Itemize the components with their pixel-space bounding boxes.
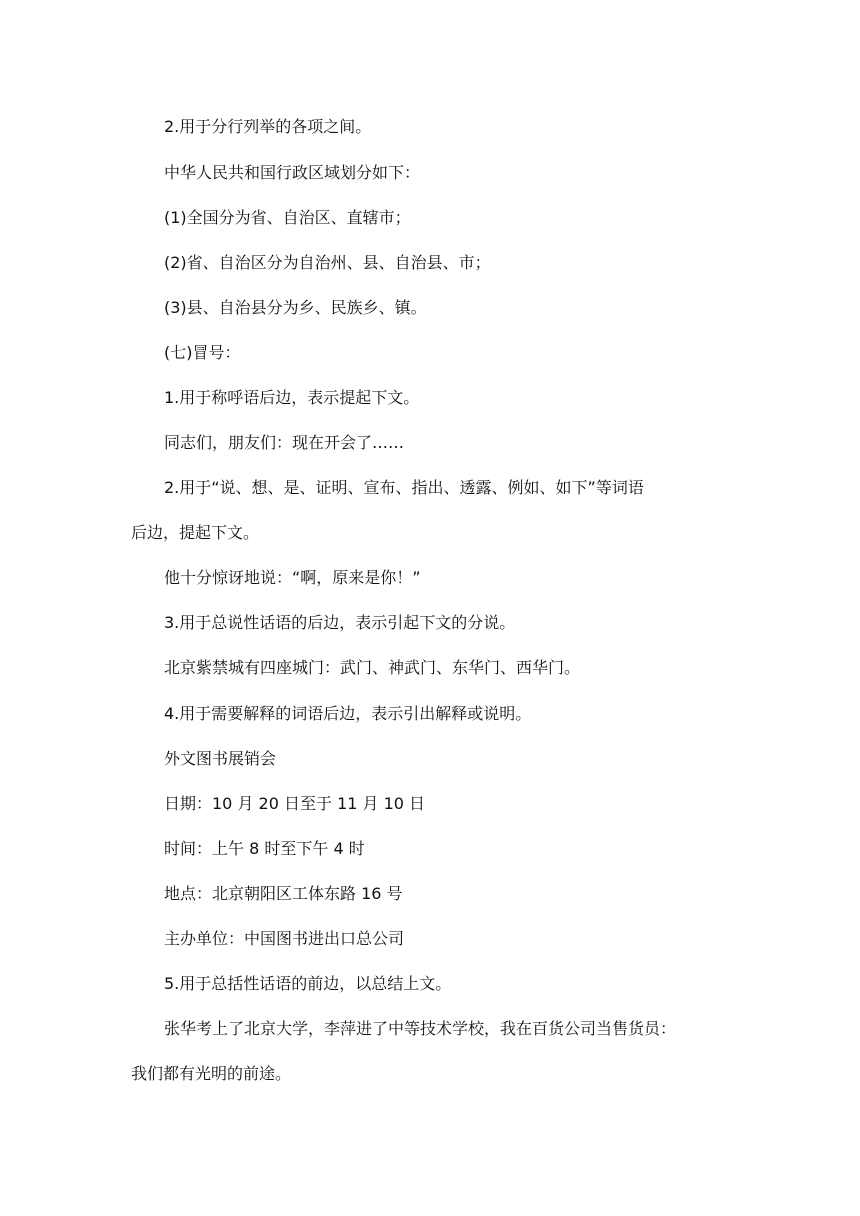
paragraph: 主办单位：中国图书进出口总公司 — [164, 929, 405, 948]
paragraph: 同志们，朋友们：现在开会了…… — [164, 433, 405, 452]
paragraph: 中华人民共和国行政区域划分如下： — [164, 163, 421, 182]
paragraph: (1)全国分为省、自治区、直辖市； — [164, 208, 411, 227]
paragraph-continuation: 我们都有光明的前途。 — [131, 1064, 292, 1083]
paragraph: 1.用于称呼语后边，表示提起下文。 — [164, 388, 420, 407]
paragraph: 张华考上了北京大学，李萍进了中等技术学校，我在百货公司当售货员： — [164, 1019, 677, 1038]
paragraph: (2)省、自治区分为自治州、县、自治县、市； — [164, 253, 491, 272]
paragraph: 外文图书展销会 — [164, 749, 277, 768]
paragraph: 5.用于总括性话语的前边，以总结上文。 — [164, 974, 452, 993]
paragraph: 4.用于需要解释的词语后边，表示引出解释或说明。 — [164, 704, 532, 723]
paragraph: (3)县、自治县分为乡、民族乡、镇。 — [164, 298, 427, 317]
section-heading: (七)冒号： — [164, 343, 241, 362]
paragraph: 地点：北京朝阳区工体东路 16 号 — [164, 884, 403, 903]
paragraph: 日期：10 月 20 日至于 11 月 10 日 — [164, 794, 426, 813]
paragraph: 2.用于分行列举的各项之间。 — [164, 117, 372, 136]
paragraph: 3.用于总说性话语的后边，表示引起下文的分说。 — [164, 613, 516, 632]
paragraph: 时间：上午 8 时至下午 4 时 — [164, 839, 365, 858]
paragraph: 北京紫禁城有四座城门：武门、神武门、东华门、西华门。 — [164, 658, 581, 677]
paragraph: 他十分惊讶地说：“啊，原来是你！” — [164, 568, 421, 587]
paragraph: 2.用于“说、想、是、证明、宣布、指出、透露、例如、如下”等词语 — [164, 478, 644, 497]
paragraph-continuation: 后边，提起下文。 — [131, 523, 260, 542]
